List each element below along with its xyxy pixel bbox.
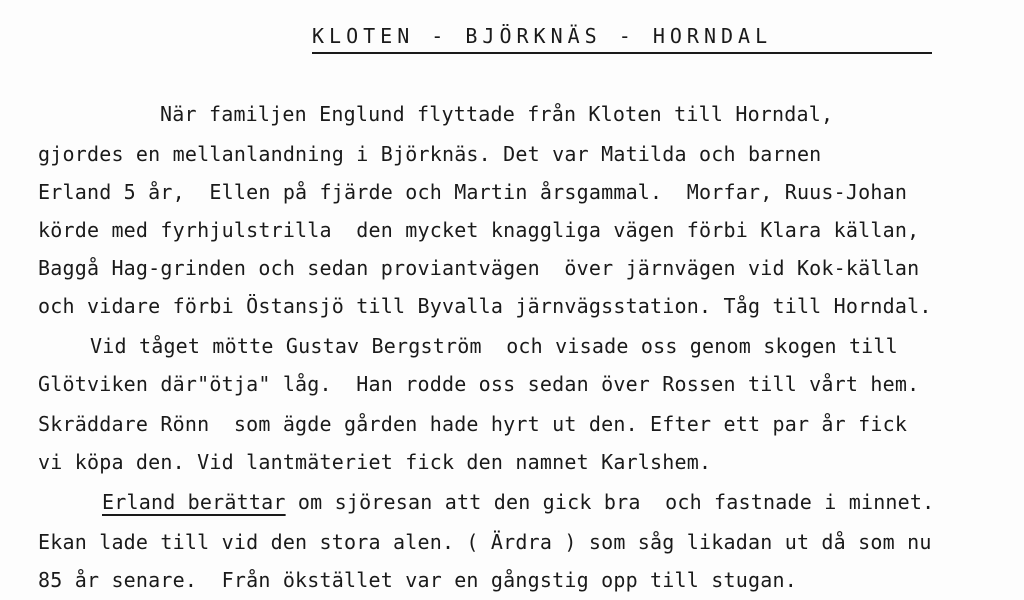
text-line: Erland 5 år, Ellen på fjärde och Martin årsgammal. Morfar, Ruus-Johan xyxy=(38,180,908,204)
document-title: KLOTEN - BJÖRKNÄS - HORNDAL xyxy=(312,22,932,54)
text-line: Ekan lade till vid den stora alen. ( Ärdra ) som såg likadan ut då som nu xyxy=(38,530,932,554)
text-line: Glötviken där"ötja" låg. Han rodde oss sedan över Rossen till vårt hem. xyxy=(38,372,920,396)
text-line: gjordes en mellanlandning i Björknäs. Det var Matilda och barnen xyxy=(38,142,822,166)
text-line: Baggå Hag-grinden och sedan proviantvägen över järnvägen vid Kok-källan xyxy=(38,256,920,280)
text-line xyxy=(102,488,934,516)
text-line: vi köpa den. Vid lantmäteriet fick den namnet Karlshem. xyxy=(38,450,712,474)
underlined-phrase: Erland berättar xyxy=(102,490,286,514)
text-line: 85 år senare. Från ökstället var en gångstig opp till stugan. xyxy=(38,568,797,592)
text-line: och vidare förbi Östansjö till Byvalla järnvägsstation. Tåg till Horndal. xyxy=(38,294,932,318)
text-line: Vid tåget mötte Gustav Bergström och visade oss genom skogen till xyxy=(90,334,898,358)
text-line: När familjen Englund flyttade från Kloten till Horndal, xyxy=(160,102,834,126)
text-fragment: om sjöresan att den gick bra och fastnade i minnet. xyxy=(285,490,935,514)
text-line: körde med fyrhjulstrilla den mycket knaggliga vägen förbi Klara källan, xyxy=(38,218,920,242)
text-line: Skräddare Rönn som ägde gården hade hyrt ut den. Efter ett par år fick xyxy=(38,412,908,436)
